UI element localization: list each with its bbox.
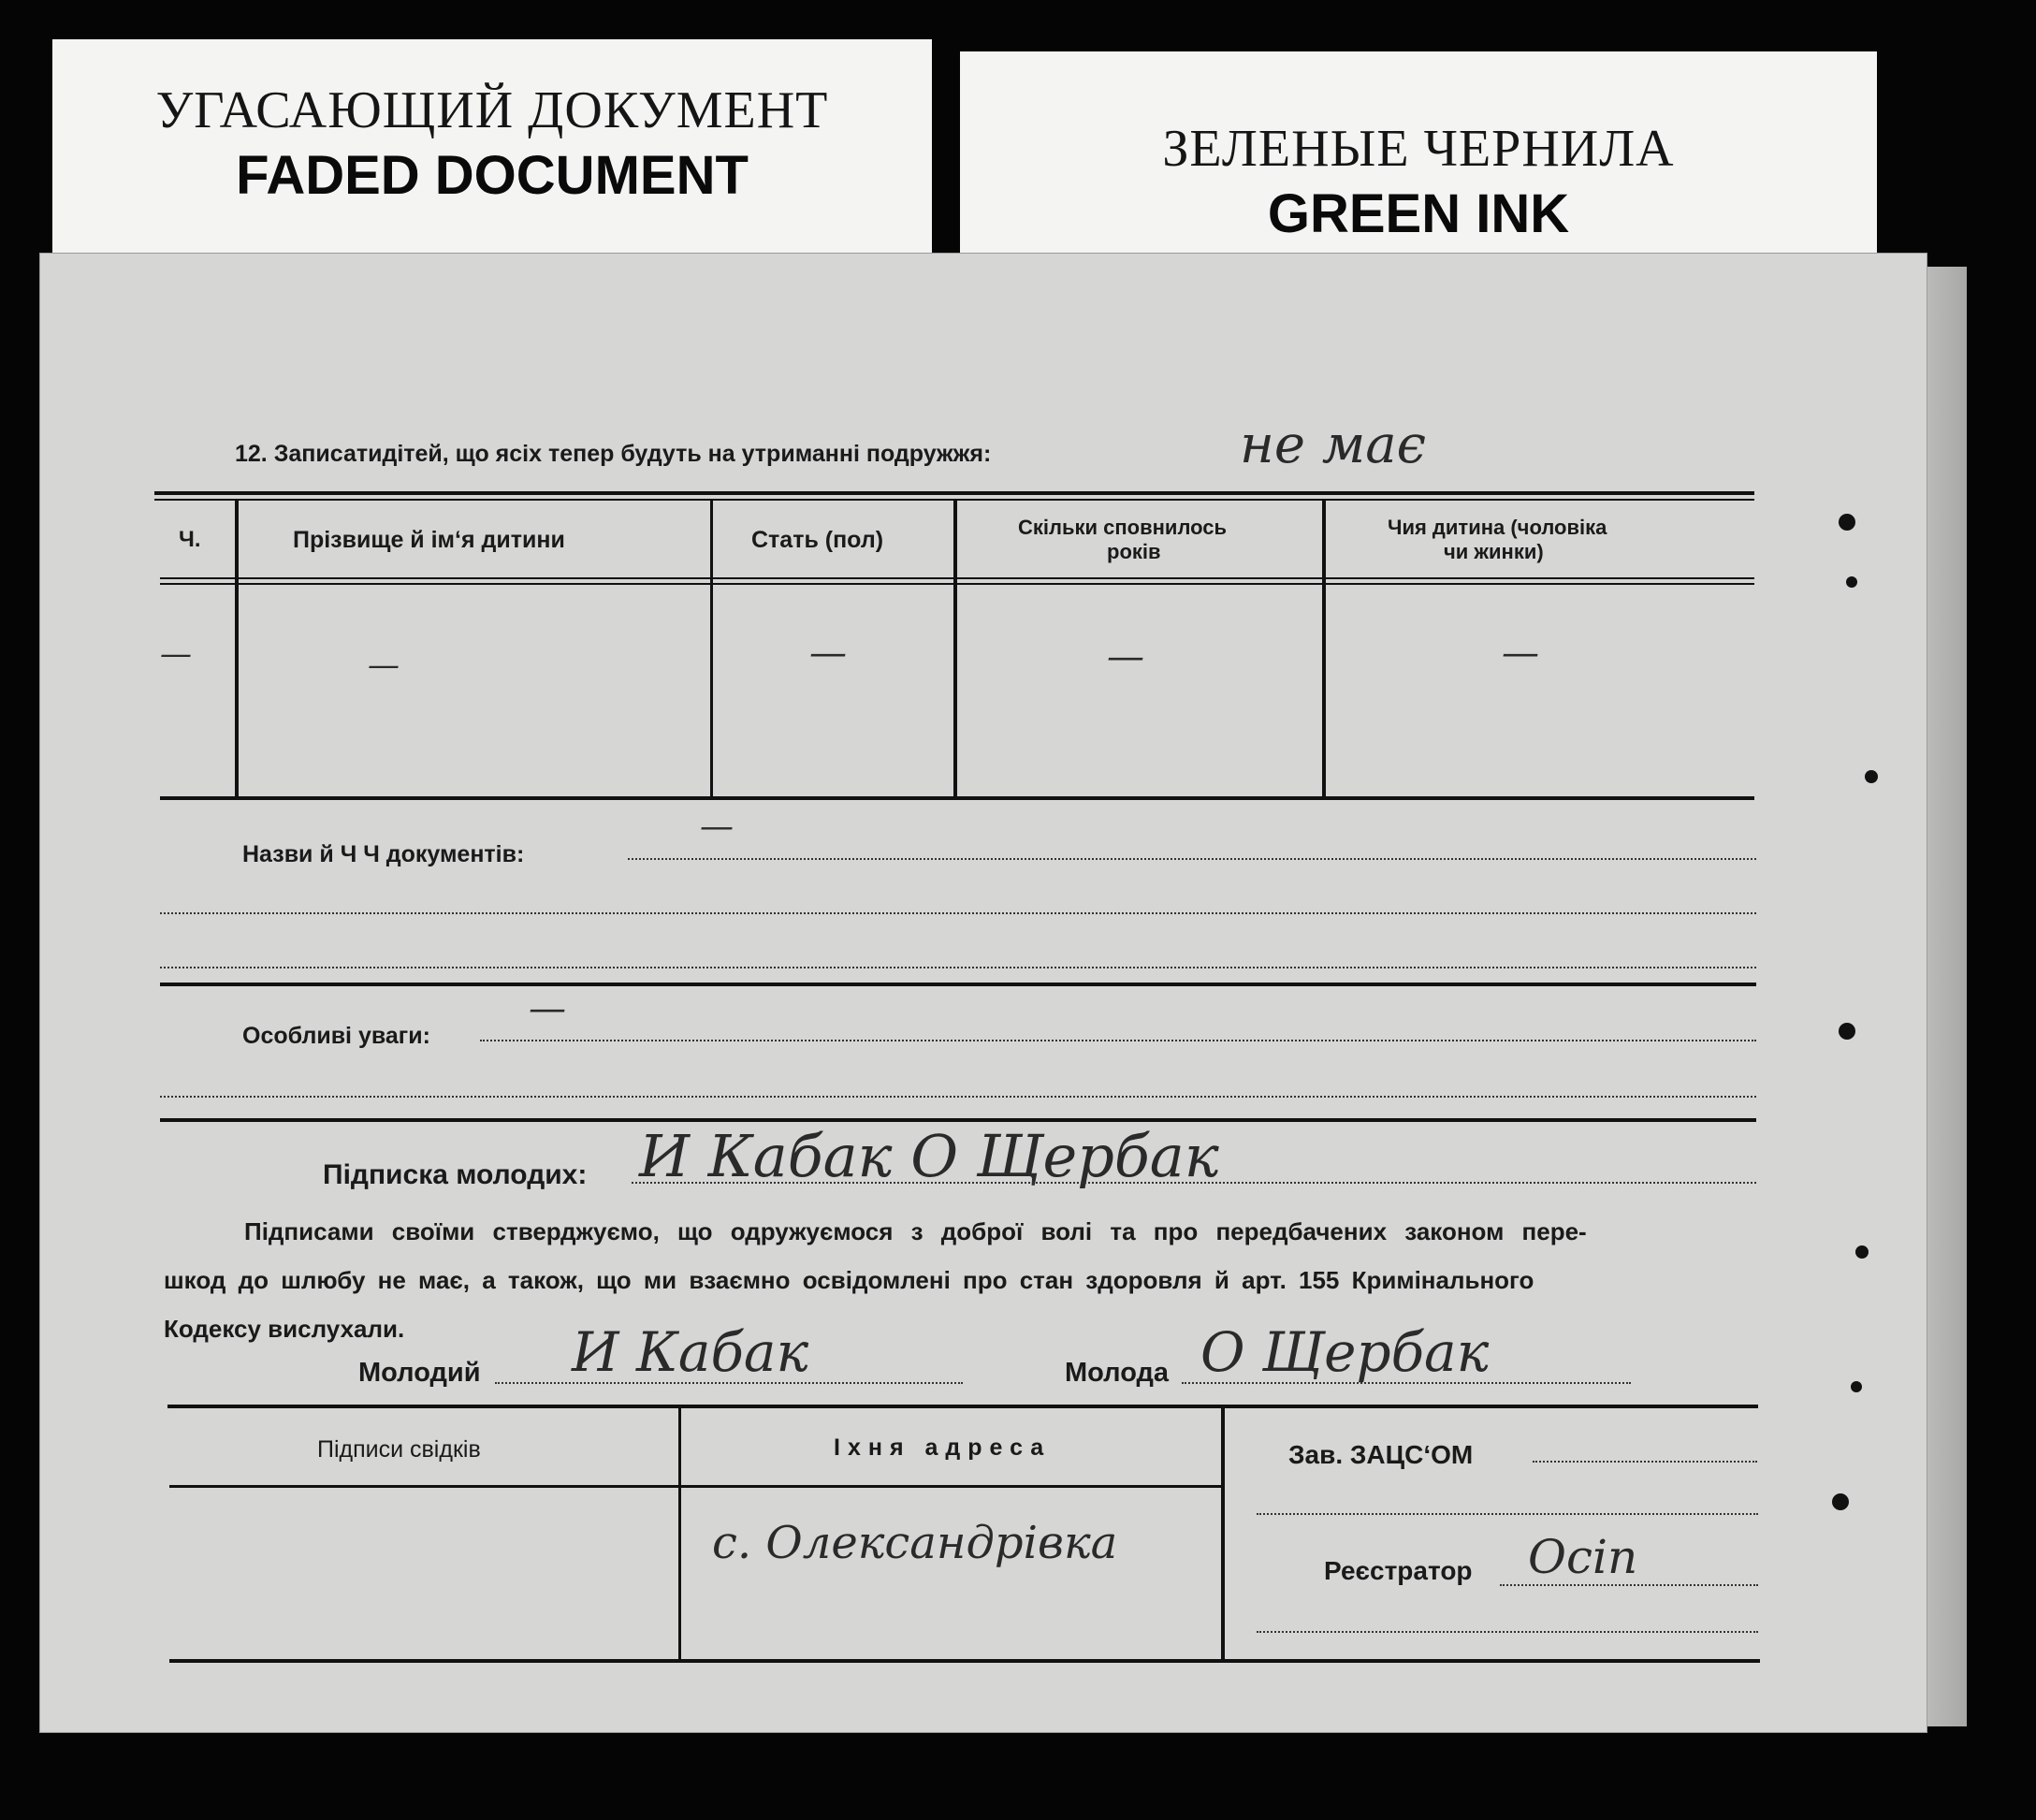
head-of-registry-label: Зав. ЗАЦС‘ОМ <box>1288 1440 1474 1469</box>
registrar-label: Реєстратор <box>1324 1556 1473 1585</box>
punch-hole <box>1839 1023 1855 1040</box>
section12-label: 12. Записатидітей, що ясіх тепер будуть на утриманні подружжя: <box>235 441 992 467</box>
couple-signature: И Кабак О Щербак <box>639 1122 1219 1190</box>
punch-hole <box>1851 1381 1862 1392</box>
documents-label: Назви й Ч Ч документів: <box>242 841 525 867</box>
groom-signature: И Кабак <box>572 1320 809 1384</box>
declaration-line-3: Кодексу вислухали. <box>164 1315 405 1343</box>
declaration-line-2: шкод до шлюбу не має, а також, що ми взаємно освідомлені про стан здоровля й арт. 155 Кримінального <box>164 1266 1534 1294</box>
col-sex-header: Стать (пол) <box>751 527 884 553</box>
faded-label-russian: УГАСАЮЩИЙ ДОКУМЕНТ <box>155 81 829 139</box>
bride-signature: О Щербак <box>1200 1320 1490 1384</box>
punch-hole <box>1865 770 1878 783</box>
col-whose-header-line1: Чия дитина (чоловіка <box>1388 516 1607 539</box>
row-number-cell: — <box>160 635 192 673</box>
col-number-header: Ч. <box>179 527 201 552</box>
bride-label: Молода <box>1065 1358 1170 1388</box>
notes-label: Особливі уваги: <box>242 1023 430 1049</box>
address-header: Іхня адреса <box>834 1434 1052 1461</box>
row-whose-cell: — <box>1502 632 1539 675</box>
registrar-signature: Осіп <box>1528 1530 1638 1584</box>
punch-hole <box>1839 514 1855 531</box>
marriage-record-form <box>39 253 1927 1733</box>
col-whose-header-line2: чи жинки) <box>1444 540 1544 563</box>
witnesses-header: Підписи свідків <box>317 1436 481 1463</box>
punch-hole <box>1846 576 1857 588</box>
col-child-name-header: Прізвище й ім‘я дитини <box>293 527 565 553</box>
section12-value: не має <box>1240 415 1427 475</box>
signature-label: Підписка молодих: <box>323 1159 588 1190</box>
green-ink-label-english: GREEN INK <box>1267 183 1570 244</box>
punch-hole <box>1832 1493 1849 1510</box>
green-ink-label <box>960 51 1877 276</box>
documents-value: — <box>700 808 734 846</box>
row-name-cell: — <box>368 647 400 684</box>
row-sex-cell: — <box>809 632 847 675</box>
punch-hole <box>1855 1245 1869 1259</box>
green-ink-label-russian: ЗЕЛЕНЫЕ ЧЕРНИЛА <box>1162 120 1675 178</box>
address-value: с. Олександрівка <box>712 1517 1118 1569</box>
groom-label: Молодий <box>358 1358 481 1388</box>
faded-document-label <box>52 39 932 273</box>
declaration-line-1: Підписами своїми стверджуємо, що одружуємося з доброї волі та про передбачених законом пере- <box>244 1217 1587 1245</box>
col-years-header-line1: Скільки сповнилось <box>1018 516 1228 539</box>
col-years-header-line2: років <box>1107 540 1161 563</box>
faded-label-english: FADED DOCUMENT <box>236 145 749 206</box>
notes-value: — <box>529 987 566 1030</box>
row-years-cell: — <box>1107 635 1144 678</box>
